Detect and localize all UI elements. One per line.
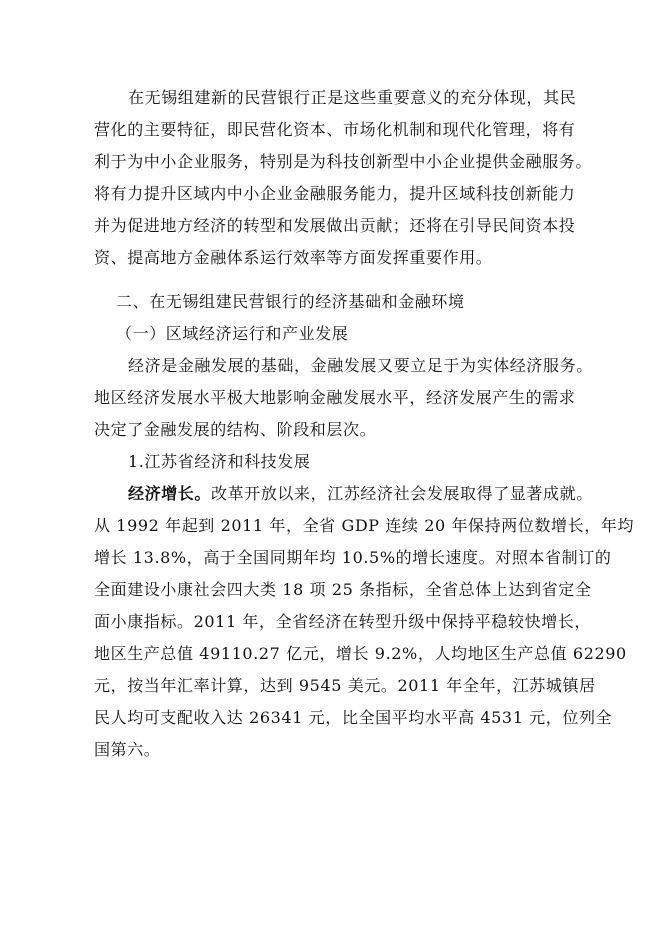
paragraph-line: 全面建设小康社会四大类 18 项 25 条指标，全省总体上达到省定全	[94, 580, 592, 599]
paragraph-line: 面小康指标。2011 年，全省经济在转型升级中保持平稳较快增长，	[94, 612, 592, 631]
paragraph-line: 资、提高地方金融体系运行效率等方面发挥重要作用。	[94, 248, 493, 267]
paragraph-line: 地区生产总值 49110.27 亿元，增长 9.2%，人均地区生产总值 62290	[94, 644, 627, 663]
paragraph-line: 经济是金融发展的基础，金融发展又要立足于为实体经济服务。	[128, 356, 593, 375]
paragraph-line: 决定了金融发展的结构、阶段和层次。	[94, 420, 377, 439]
paragraph-line: 在无锡组建新的民营银行正是这些重要意义的充分体现，其民	[128, 88, 577, 107]
paragraph-line: 利于为中小企业服务，特别是为科技创新型中小企业提供金融服务。	[94, 152, 593, 171]
paragraph-first-line	[128, 482, 608, 506]
paragraph-line: 地区经济发展水平极大地影响金融发展水平，经济发展产生的需求	[94, 388, 576, 407]
paragraph-line: 将有力提升区域内中小企业金融服务能力，提升区域科技创新能力	[94, 184, 576, 203]
paragraph-line: 营化的主要特征，即民营化资本、市场化机制和现代化管理，将有	[94, 120, 576, 139]
paragraph-line: 从 1992 年起到 2011 年，全省 GDP 连续 20 年保持两位数增长，年均	[94, 516, 635, 535]
lead-bold-text: 经济增长。	[128, 484, 212, 503]
paragraph-line: 民人均可支配收入达 26341 元，比全国平均水平高 4531 元，位列全	[94, 708, 613, 727]
first-line-rest: 改革开放以来，江苏经济社会发展取得了显著成就。	[211, 484, 593, 503]
paragraph-line: 国第六。	[94, 740, 161, 759]
paragraph-line: 增长 13.8%，高于全国同期年均 10.5%的增长速度。对照本省制订的	[94, 548, 612, 567]
section-heading: 二、在无锡组建民营银行的经济基础和金融环境	[116, 292, 465, 311]
paragraph-line: 元，按当年汇率计算，达到 9545 美元。2011 年全年，江苏城镇居	[94, 676, 596, 695]
paragraph-line: 并为促进地方经济的转型和发展做出贡献；还将在引导民间资本投	[94, 216, 576, 235]
subsection-heading-numbered: 1.江苏省经济和科技发展	[128, 452, 311, 471]
subsection-heading: （一）区域经济运行和产业发展	[116, 324, 349, 343]
